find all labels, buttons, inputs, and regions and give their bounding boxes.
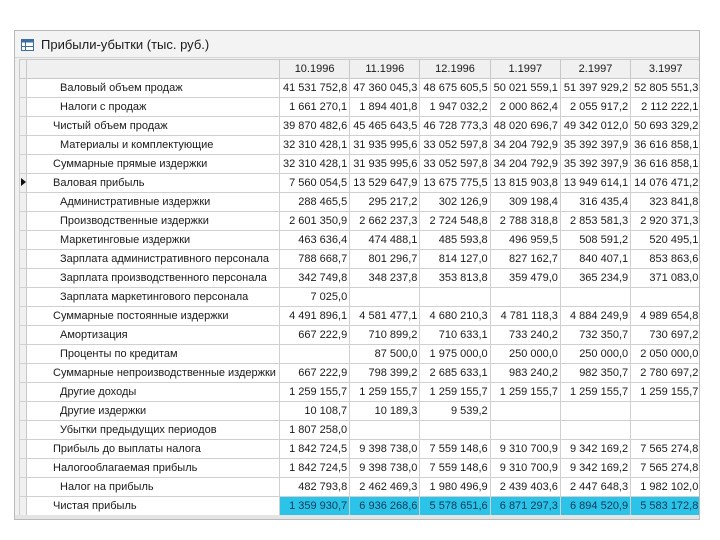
value-cell[interactable]: 7 025,0: [279, 288, 349, 307]
value-cell[interactable]: 2 112 222,1: [631, 98, 700, 117]
row-indicator[interactable]: [20, 269, 27, 288]
value-cell[interactable]: 4 680 210,3: [420, 307, 490, 326]
value-cell[interactable]: 710 899,2: [350, 326, 420, 345]
row-indicator[interactable]: [20, 497, 27, 516]
value-cell[interactable]: 1 259 155,7: [350, 383, 420, 402]
table-row[interactable]: [20, 383, 701, 402]
value-cell[interactable]: 1 807 258,0: [279, 421, 349, 440]
value-cell[interactable]: 2 055 917,2: [560, 98, 630, 117]
value-cell[interactable]: 1 842 724,5: [279, 440, 349, 459]
value-cell[interactable]: 1 259 155,7: [490, 383, 560, 402]
value-cell[interactable]: 1 259 155,7: [631, 383, 700, 402]
value-cell[interactable]: 35 392 397,9: [560, 136, 630, 155]
row-indicator[interactable]: [20, 326, 27, 345]
row-label[interactable]: Налогооблагаемая прибыль: [27, 459, 280, 478]
value-cell[interactable]: 50 021 559,1: [490, 79, 560, 98]
value-cell[interactable]: 52 805 551,3: [631, 79, 700, 98]
value-cell[interactable]: 9 539,2: [420, 402, 490, 421]
row-indicator[interactable]: [20, 79, 27, 98]
value-cell[interactable]: 2 439 403,6: [490, 478, 560, 497]
value-cell[interactable]: 13 529 647,9: [350, 174, 420, 193]
bottom-edge: [15, 515, 699, 519]
value-cell[interactable]: 33 052 597,8: [420, 155, 490, 174]
value-cell[interactable]: 7 559 148,6: [420, 459, 490, 478]
value-cell[interactable]: 9 310 700,9: [490, 440, 560, 459]
row-label[interactable]: Зарплата маркетингового персонала: [27, 288, 280, 307]
value-cell[interactable]: 49 342 012,0: [560, 117, 630, 136]
value-cell[interactable]: 1 259 155,7: [279, 383, 349, 402]
value-cell[interactable]: 1 894 401,8: [350, 98, 420, 117]
value-cell[interactable]: 1 975 000,0: [420, 345, 490, 364]
column-header[interactable]: 1.1997: [490, 60, 560, 79]
table-row[interactable]: [20, 212, 701, 231]
value-cell[interactable]: 7 559 148,6: [420, 440, 490, 459]
row-label[interactable]: Суммарные прямые издержки: [27, 155, 280, 174]
profit-loss-window: [14, 30, 700, 520]
value-cell[interactable]: 32 310 428,1: [279, 155, 349, 174]
row-label[interactable]: Административные издержки: [27, 193, 280, 212]
value-cell[interactable]: 371 083,0: [631, 269, 700, 288]
row-label[interactable]: Суммарные непроизводственные издержки: [27, 364, 280, 383]
value-cell[interactable]: 982 350,7: [560, 364, 630, 383]
value-cell[interactable]: 9 398 738,0: [350, 440, 420, 459]
row-indicator[interactable]: [20, 383, 27, 402]
row-indicator[interactable]: [20, 193, 27, 212]
row-indicator[interactable]: [20, 402, 27, 421]
row-indicator[interactable]: [20, 231, 27, 250]
value-cell[interactable]: 47 360 045,3: [350, 79, 420, 98]
value-cell[interactable]: 7 560 054,5: [279, 174, 349, 193]
value-cell[interactable]: 1 947 032,2: [420, 98, 490, 117]
column-header[interactable]: 11.1996: [350, 60, 420, 79]
value-cell[interactable]: 13 675 775,5: [420, 174, 490, 193]
value-cell[interactable]: 2 780 697,2: [631, 364, 700, 383]
value-cell[interactable]: 2 447 648,3: [560, 478, 630, 497]
value-cell[interactable]: [420, 288, 490, 307]
table-row[interactable]: [20, 193, 701, 212]
row-indicator[interactable]: [20, 478, 27, 497]
row-label[interactable]: Валовый объем продаж: [27, 79, 280, 98]
value-cell[interactable]: [490, 288, 560, 307]
value-cell[interactable]: 36 616 858,1: [631, 155, 700, 174]
value-cell[interactable]: 295 217,2: [350, 193, 420, 212]
value-cell[interactable]: [560, 402, 630, 421]
value-cell[interactable]: [279, 345, 349, 364]
value-cell[interactable]: 51 397 929,2: [560, 79, 630, 98]
column-header[interactable]: 3.1997: [631, 60, 700, 79]
value-cell[interactable]: 5 583 172,8: [631, 497, 700, 516]
table-row[interactable]: [20, 345, 701, 364]
column-header[interactable]: 12.1996: [420, 60, 490, 79]
label-column-header: [27, 60, 280, 79]
row-indicator[interactable]: [20, 440, 27, 459]
row-label[interactable]: Убытки предыдущих периодов: [27, 421, 280, 440]
row-indicator[interactable]: [20, 117, 27, 136]
table-row[interactable]: [20, 269, 701, 288]
row-label[interactable]: Чистая прибыль: [27, 497, 280, 516]
value-cell[interactable]: 983 240,2: [490, 364, 560, 383]
value-cell[interactable]: 7 565 274,8: [631, 459, 700, 478]
value-cell[interactable]: 1 359 930,7: [279, 497, 349, 516]
value-cell[interactable]: 32 310 428,1: [279, 136, 349, 155]
row-label[interactable]: Проценты по кредитам: [27, 345, 280, 364]
value-cell[interactable]: 250 000,0: [560, 345, 630, 364]
table-row[interactable]: [20, 250, 701, 269]
table-row[interactable]: [20, 117, 701, 136]
table-row[interactable]: [20, 364, 701, 383]
row-label[interactable]: Налог на прибыль: [27, 478, 280, 497]
value-cell[interactable]: 13 949 614,1: [560, 174, 630, 193]
value-cell[interactable]: 4 581 477,1: [350, 307, 420, 326]
value-cell[interactable]: [350, 421, 420, 440]
value-cell[interactable]: 1 842 724,5: [279, 459, 349, 478]
value-cell[interactable]: 788 668,7: [279, 250, 349, 269]
row-label[interactable]: Производственные издержки: [27, 212, 280, 231]
table-row[interactable]: [20, 478, 701, 497]
value-cell[interactable]: 463 636,4: [279, 231, 349, 250]
row-indicator[interactable]: [20, 421, 27, 440]
value-cell[interactable]: 798 399,2: [350, 364, 420, 383]
row-label[interactable]: Суммарные постоянные издержки: [27, 307, 280, 326]
value-cell[interactable]: 87 500,0: [350, 345, 420, 364]
value-cell[interactable]: 50 693 329,2: [631, 117, 700, 136]
current-row-arrow-icon: [21, 178, 26, 186]
value-cell[interactable]: 6 936 268,6: [350, 497, 420, 516]
window-titlebar[interactable]: [15, 31, 699, 58]
row-indicator-header: [20, 60, 27, 79]
row-indicator[interactable]: [20, 174, 27, 193]
value-cell[interactable]: 667 222,9: [279, 326, 349, 345]
row-label[interactable]: Материалы и комплектующие: [27, 136, 280, 155]
value-cell[interactable]: 9 342 169,2: [560, 440, 630, 459]
value-cell[interactable]: 9 342 169,2: [560, 459, 630, 478]
grid-app-icon: [21, 38, 34, 50]
value-cell[interactable]: 1 259 155,7: [420, 383, 490, 402]
value-cell[interactable]: 323 841,8: [631, 193, 700, 212]
value-cell[interactable]: 2 920 371,3: [631, 212, 700, 231]
value-cell[interactable]: 474 488,1: [350, 231, 420, 250]
value-cell[interactable]: 2 853 581,3: [560, 212, 630, 231]
row-indicator[interactable]: [20, 459, 27, 478]
value-cell[interactable]: 4 491 896,1: [279, 307, 349, 326]
row-indicator[interactable]: [20, 155, 27, 174]
value-cell[interactable]: 250 000,0: [490, 345, 560, 364]
value-cell[interactable]: 7 565 274,8: [631, 440, 700, 459]
value-cell[interactable]: 1 259 155,7: [560, 383, 630, 402]
table-row[interactable]: [20, 326, 701, 345]
value-cell[interactable]: [350, 288, 420, 307]
value-cell[interactable]: 34 204 792,9: [490, 155, 560, 174]
value-cell[interactable]: 353 813,8: [420, 269, 490, 288]
value-cell[interactable]: 9 398 738,0: [350, 459, 420, 478]
value-cell[interactable]: 5 578 651,6: [420, 497, 490, 516]
value-cell[interactable]: 10 108,7: [279, 402, 349, 421]
value-cell[interactable]: 309 198,4: [490, 193, 560, 212]
grid-body: [20, 79, 701, 516]
value-cell[interactable]: 2 662 237,3: [350, 212, 420, 231]
row-indicator[interactable]: [20, 98, 27, 117]
value-cell[interactable]: 801 296,7: [350, 250, 420, 269]
value-cell[interactable]: 302 126,9: [420, 193, 490, 212]
value-cell[interactable]: 485 593,8: [420, 231, 490, 250]
row-indicator[interactable]: [20, 136, 27, 155]
row-indicator[interactable]: [20, 288, 27, 307]
value-cell[interactable]: 827 162,7: [490, 250, 560, 269]
row-label[interactable]: Амортизация: [27, 326, 280, 345]
value-cell[interactable]: [631, 402, 700, 421]
value-cell[interactable]: [631, 421, 700, 440]
value-cell[interactable]: 730 697,2: [631, 326, 700, 345]
table-row[interactable]: [20, 497, 701, 516]
value-cell[interactable]: 4 884 249,9: [560, 307, 630, 326]
value-cell[interactable]: 34 204 792,9: [490, 136, 560, 155]
value-cell[interactable]: 10 189,3: [350, 402, 420, 421]
table-row[interactable]: [20, 231, 701, 250]
table-row[interactable]: [20, 421, 701, 440]
value-cell[interactable]: 710 633,1: [420, 326, 490, 345]
table-row[interactable]: [20, 402, 701, 421]
value-cell[interactable]: 14 076 471,2: [631, 174, 700, 193]
row-indicator[interactable]: [20, 345, 27, 364]
value-cell[interactable]: 2 601 350,9: [279, 212, 349, 231]
row-label[interactable]: Прибыль до выплаты налога: [27, 440, 280, 459]
table-row[interactable]: [20, 98, 701, 117]
value-cell[interactable]: 35 392 397,9: [560, 155, 630, 174]
row-indicator[interactable]: [20, 307, 27, 326]
value-cell[interactable]: 2 685 633,1: [420, 364, 490, 383]
value-cell[interactable]: 496 959,5: [490, 231, 560, 250]
profit-loss-grid[interactable]: [19, 59, 700, 516]
value-cell[interactable]: 45 465 643,5: [350, 117, 420, 136]
value-cell[interactable]: [560, 288, 630, 307]
table-row[interactable]: [20, 307, 701, 326]
value-cell[interactable]: 6 894 520,9: [560, 497, 630, 516]
row-label[interactable]: Другие доходы: [27, 383, 280, 402]
value-cell[interactable]: 4 781 118,3: [490, 307, 560, 326]
value-cell[interactable]: 1 980 496,9: [420, 478, 490, 497]
value-cell[interactable]: 1 661 270,1: [279, 98, 349, 117]
value-cell[interactable]: 288 465,5: [279, 193, 349, 212]
value-cell[interactable]: 520 495,1: [631, 231, 700, 250]
row-indicator[interactable]: [20, 364, 27, 383]
value-cell[interactable]: 732 350,7: [560, 326, 630, 345]
value-cell[interactable]: 39 870 482,6: [279, 117, 349, 136]
value-cell[interactable]: 36 616 858,1: [631, 136, 700, 155]
value-cell[interactable]: 348 237,8: [350, 269, 420, 288]
value-cell[interactable]: 2 000 862,4: [490, 98, 560, 117]
row-label[interactable]: Другие издержки: [27, 402, 280, 421]
value-cell[interactable]: [420, 421, 490, 440]
table-row[interactable]: [20, 79, 701, 98]
window-title: Прибыли-убытки (тыс. руб.): [41, 36, 210, 52]
value-cell[interactable]: 2 724 548,8: [420, 212, 490, 231]
row-indicator[interactable]: [20, 250, 27, 269]
row-label[interactable]: Чистый объем продаж: [27, 117, 280, 136]
value-cell[interactable]: [490, 402, 560, 421]
table-row[interactable]: [20, 288, 701, 307]
value-cell[interactable]: [631, 288, 700, 307]
table-row[interactable]: [20, 136, 701, 155]
value-cell[interactable]: 342 749,8: [279, 269, 349, 288]
value-cell[interactable]: 853 863,6: [631, 250, 700, 269]
row-label[interactable]: Валовая прибыль: [27, 174, 280, 193]
value-cell[interactable]: 814 127,0: [420, 250, 490, 269]
row-label[interactable]: Налоги с продаж: [27, 98, 280, 117]
row-label[interactable]: Зарплата производственного персонала: [27, 269, 280, 288]
row-label[interactable]: Маркетинговые издержки: [27, 231, 280, 250]
value-cell[interactable]: 41 531 752,8: [279, 79, 349, 98]
column-header[interactable]: 2.1997: [560, 60, 630, 79]
value-cell[interactable]: 482 793,8: [279, 478, 349, 497]
value-cell[interactable]: 2 050 000,0: [631, 345, 700, 364]
value-cell[interactable]: 1 982 102,0: [631, 478, 700, 497]
table-row[interactable]: [20, 155, 701, 174]
value-cell[interactable]: 13 815 903,8: [490, 174, 560, 193]
value-cell[interactable]: 33 052 597,8: [420, 136, 490, 155]
table-row[interactable]: [20, 174, 701, 193]
value-cell[interactable]: 316 435,4: [560, 193, 630, 212]
value-cell[interactable]: 9 310 700,9: [490, 459, 560, 478]
row-label[interactable]: Зарплата административного персонала: [27, 250, 280, 269]
value-cell[interactable]: 365 234,9: [560, 269, 630, 288]
table-row[interactable]: [20, 440, 701, 459]
value-cell[interactable]: 508 591,2: [560, 231, 630, 250]
value-cell[interactable]: [490, 421, 560, 440]
column-header[interactable]: 10.1996: [279, 60, 349, 79]
header-row: [20, 60, 701, 79]
value-cell[interactable]: 48 020 696,7: [490, 117, 560, 136]
value-cell[interactable]: [560, 421, 630, 440]
row-indicator[interactable]: [20, 212, 27, 231]
value-cell[interactable]: 6 871 297,3: [490, 497, 560, 516]
value-cell[interactable]: 4 989 654,8: [631, 307, 700, 326]
value-cell[interactable]: 46 728 773,3: [420, 117, 490, 136]
value-cell[interactable]: 2 788 318,8: [490, 212, 560, 231]
value-cell[interactable]: 667 222,9: [279, 364, 349, 383]
value-cell[interactable]: 840 407,1: [560, 250, 630, 269]
value-cell[interactable]: 48 675 605,5: [420, 79, 490, 98]
value-cell[interactable]: 2 462 469,3: [350, 478, 420, 497]
value-cell[interactable]: 733 240,2: [490, 326, 560, 345]
value-cell[interactable]: 359 479,0: [490, 269, 560, 288]
value-cell[interactable]: 31 935 995,6: [350, 155, 420, 174]
value-cell[interactable]: 31 935 995,6: [350, 136, 420, 155]
table-row[interactable]: [20, 459, 701, 478]
